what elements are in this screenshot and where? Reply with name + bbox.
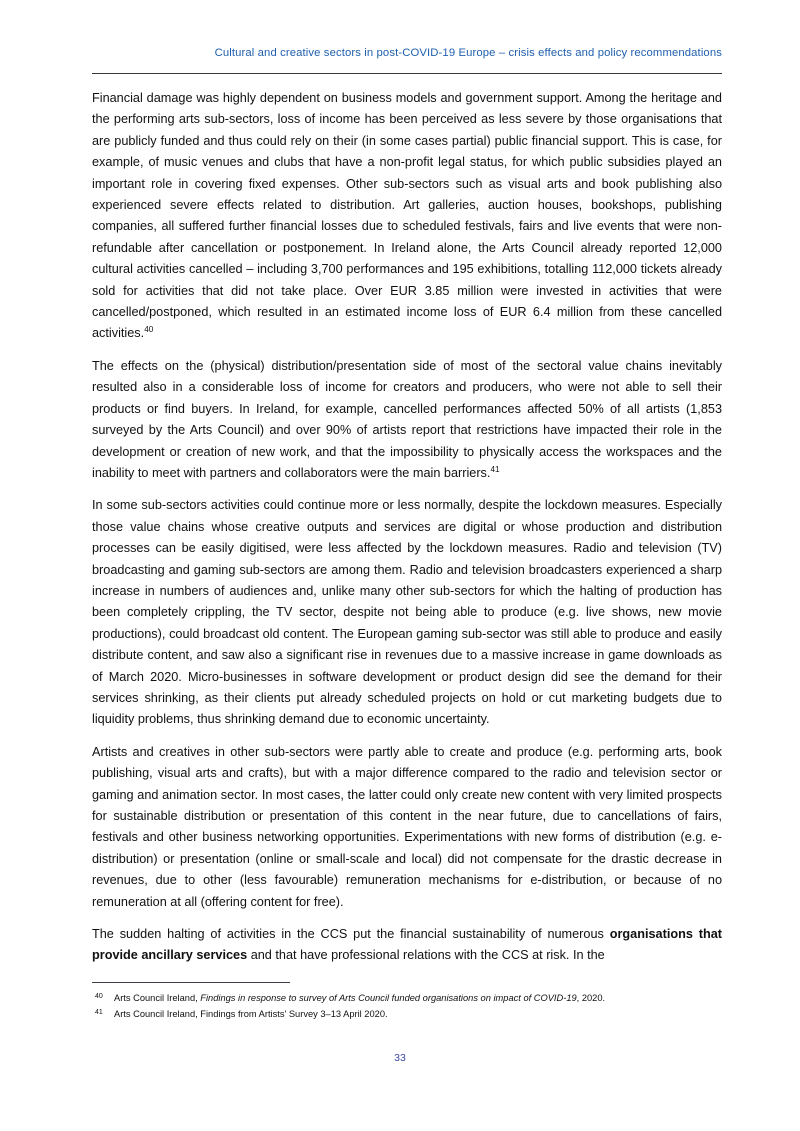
paragraph-5-tail-text: and that have professional relations with the CCS at risk. In the: [247, 948, 605, 963]
footnote-40-suffix: , 2020.: [576, 993, 606, 1003]
paragraph-5-lead-text: The sudden halting of activities in the CCS put the financial sustainability of numerous: [92, 927, 610, 942]
page-content-column: [92, 0, 722, 967]
footnote-item-40: [92, 991, 722, 1006]
footnote-40-title: Findings in response to survey of Arts Council funded organisations on impact of COVID-19: [200, 993, 577, 1003]
footnotes-section: [92, 982, 722, 1022]
footnote-40-prefix: Arts Council Ireland,: [114, 993, 201, 1003]
footnote-number-41: 41: [95, 1008, 103, 1016]
paragraph-1: [92, 88, 722, 345]
paragraph-3: [92, 495, 722, 730]
paragraph-4: [92, 742, 722, 913]
paragraph-1-text: Financial damage was highly dependent on business models and government support. Among the heritage and the performing arts sub-sectors, loss of income has been perceived as less severe by those organisations that are publicly funded and thus could rely on their (in some cases partial) public financial support. This is case, for example, of music venues and clubs that have a non-profit legal status, for which public subsidies played an important role in covering fixed expenses. Other sub-sectors such as visual arts and book publishing also experienced severe effects related to distribution. Art galleries, auction houses, bookshops, publishing companies, all suffered further financial losses due to scheduled festivals, fairs and live events that were non-refundable after cancellation or postponement. In Ireland alone, the Arts Council already reported 12,000 cultural activities cancelled – including 3,700 performances and 195 exhibitions, totalling 112,000 tickets already sold for activities that did not take place. Over EUR 3.85 million were invested in activities that were cancelled/postponed, which resulted in an estimated income loss of EUR 6.4 million from these cancelled activities.: [92, 91, 722, 341]
paragraph-5: [92, 924, 722, 967]
paragraph-2-text: The effects on the (physical) distribution/presentation side of most of the sectoral value chains inevitably resulted also in a considerable loss of income for creators and producers, who were not able to sell their products or find buyers. In Ireland, for example, cancelled performances affected 50% of all artists (1,853 surveyed by the Arts Council) and over 90% of artists report that restrictions have impacted their role in the development or creation of new work, and that the impossibility to physically access the workspaces and the inability to meet with partners and collaborators were the main barriers.: [92, 358, 722, 480]
header-divider-rule: [92, 73, 722, 74]
paragraph-4-text: Artists and creatives in other sub-sectors were partly able to create and produce (e.g. performing arts, book publishing, visual arts and crafts), but with a major difference compared to the radio and television sector or gaming and animation sector. In most cases, the latter could only create new content with very limited prospects for sustainable distribution or presentation of this content in the near future, due to cancellations of fairs, festivals and other business networking opportunities. Experimentations with new forms of distribution (e.g. e-distribution) or presentation (online or small-scale and local) did not compensate for the drastic decrease in revenues, due to other (less favourable) remuneration mechanisms for e-distribution, or because of no remuneration at all (offering content for free).: [92, 744, 722, 909]
footnote-item-41: [92, 1007, 722, 1022]
footnote-41-prefix: Arts Council Ireland, Findings from Artists' Survey 3–13 April 2020.: [114, 1008, 388, 1019]
footnote-reference-41[interactable]: 41: [490, 464, 500, 474]
paragraph-5-bold-phrase: organisations that provide ancillary services: [92, 927, 723, 963]
paragraph-2: [92, 356, 722, 484]
footnote-reference-40[interactable]: 40: [144, 325, 154, 335]
paragraph-3-text: In some sub-sectors activities could continue more or less normally, despite the lockdown measures. Especially those value chains whose creative outputs and services are digital or whose production and distribution processes can be easily digitised, were less affected by the lockdown measures. Radio and television (TV) broadcasting and gaming sub-sectors are among them. Radio and television broadcasters experienced a sharp increase in numbers of audiences and, unlike many other sub-sectors for which the halting of production has been completely crippling, the TV sector, despite not being able to produce (e.g. live shows, new movie productions), could broadcast old content. The European gaming sub-sector was still able to produce and easily distribute content, and saw also a significant rise in revenues due to a massive increase in game downloads as of March 2020. Micro-businesses in software development or product design did see the demand for their services shrinking, as their clients put already scheduled projects on hold or cut marketing budgets due to liquidity problems, thus shrinking demand due to economic uncertainty.: [92, 498, 722, 727]
footnote-number-40: 40: [95, 993, 103, 1000]
footnote-separator-rule: [92, 982, 290, 983]
body-text-block: [92, 88, 722, 967]
page-number: 33: [394, 1052, 406, 1064]
running-header-title: Cultural and creative sectors in post-COVID-19 Europe – crisis effects and policy recommendations: [214, 47, 722, 59]
